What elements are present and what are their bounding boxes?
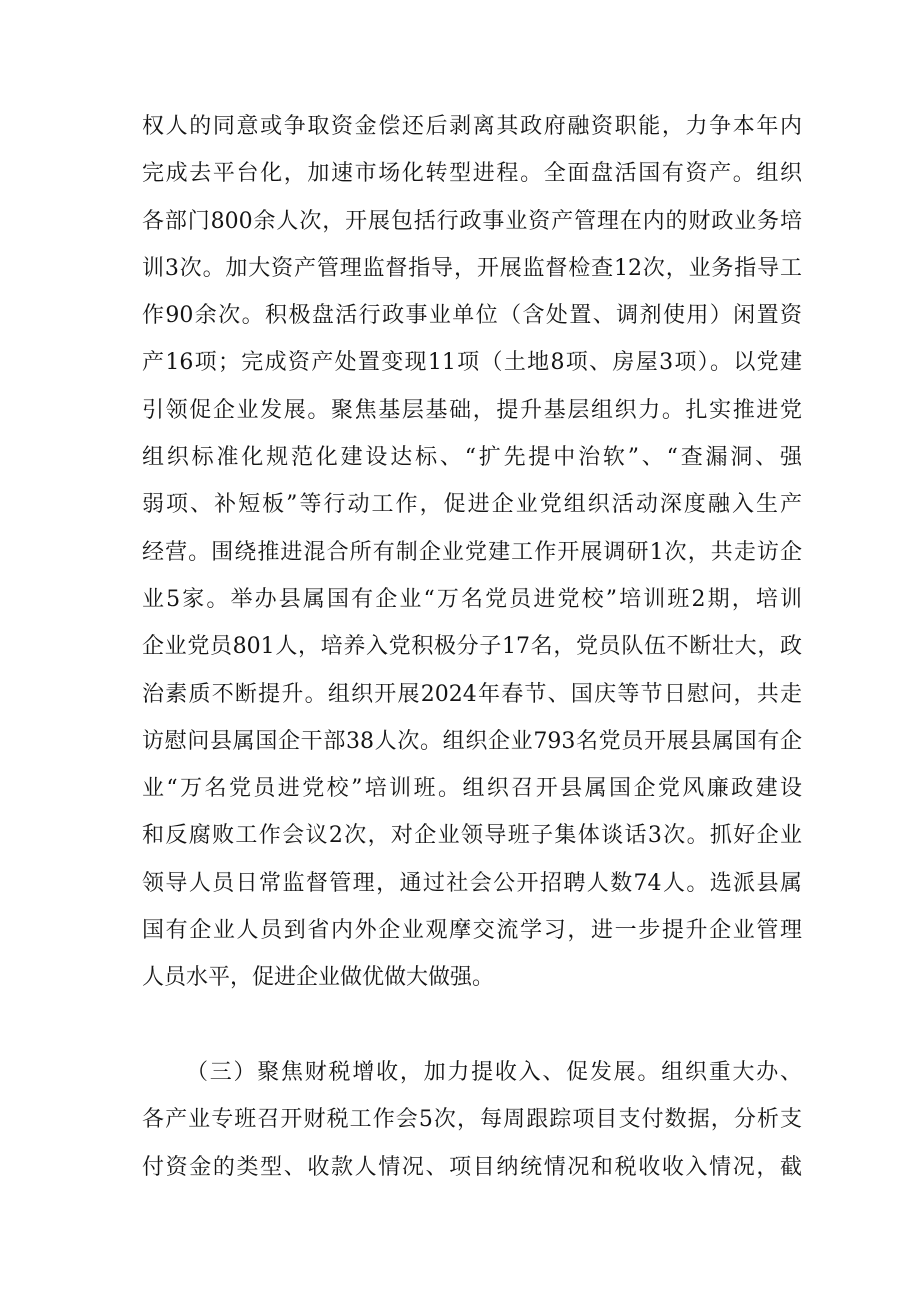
paragraph-spacer xyxy=(142,1002,802,1049)
text-line: 人员水平，促进企业做优做大做强。 xyxy=(142,965,495,991)
text-line: 弱项、补短板”等行动工作，促进企业党组织活动深度融入生产 xyxy=(142,492,802,518)
paragraph-assets-party-building xyxy=(142,103,802,1002)
text-line: 治素质不断提升。组织开展2024年春节、国庆等节日慰问，共走 xyxy=(142,681,802,707)
text-line: 访慰问县属国企干部38人次。组织企业793名党员开展县属国有企 xyxy=(142,728,802,754)
text-line: 权人的同意或争取资金偿还后剥离其政府融资职能，力争本年内 xyxy=(142,114,802,139)
text-line: 经营。围绕推进混合所有制企业党建工作开展调研1次，共走访企 xyxy=(142,539,802,565)
text-line: 企业党员801人，培养入党积极分子17名，党员队伍不断壮大，政 xyxy=(142,634,802,660)
section-heading-line: （三）聚焦财税增收，加力提收入、促发展。组织重大办、 xyxy=(186,1059,802,1085)
document-page xyxy=(142,103,802,1191)
text-line: 产16项；完成资产处置变现11项（土地8项、房屋3项）。以党建 xyxy=(142,350,802,376)
text-line: 领导人员日常监督管理，通过社会公开招聘人数74人。选派县属 xyxy=(142,870,802,896)
text-line: 各部门800余人次，开展包括行政事业资产管理在内的财政业务培 xyxy=(142,208,802,234)
text-line: 引领促企业发展。聚焦基层基础，提升基层组织力。扎实推进党 xyxy=(142,397,802,423)
text-line: 国有企业人员到省内外企业观摩交流学习，进一步提升企业管理 xyxy=(142,918,802,944)
text-line: 业5家。举办县属国有企业“万名党员进党校”培训班2期，培训 xyxy=(142,586,802,612)
text-line: 训3次。加大资产管理监督指导，开展监督检查12次，业务指导工 xyxy=(142,255,802,281)
text-line: 业“万名党员进党校”培训班。组织召开县属国企党风廉政建设 xyxy=(142,776,802,802)
text-line: 完成去平台化，加速市场化转型进程。全面盘活国有资产。组织 xyxy=(142,161,802,187)
text-line: 和反腐败工作会议2次，对企业领导班子集体谈话3次。抓好企业 xyxy=(142,823,802,849)
text-line: 各产业专班召开财税工作会5次，每周跟踪项目支付数据，分析支 xyxy=(142,1107,802,1133)
text-line: 组织标准化规范化建设达标、“扩先提中治软”、“查漏洞、强 xyxy=(142,445,802,471)
text-line: 付资金的类型、收款人情况、项目纳统情况和税收收入情况，截 xyxy=(142,1154,802,1180)
paragraph-tax-revenue xyxy=(142,1049,802,1191)
text-line: 作90余次。积极盘活行政事业单位（含处置、调剂使用）闲置资 xyxy=(142,303,802,329)
